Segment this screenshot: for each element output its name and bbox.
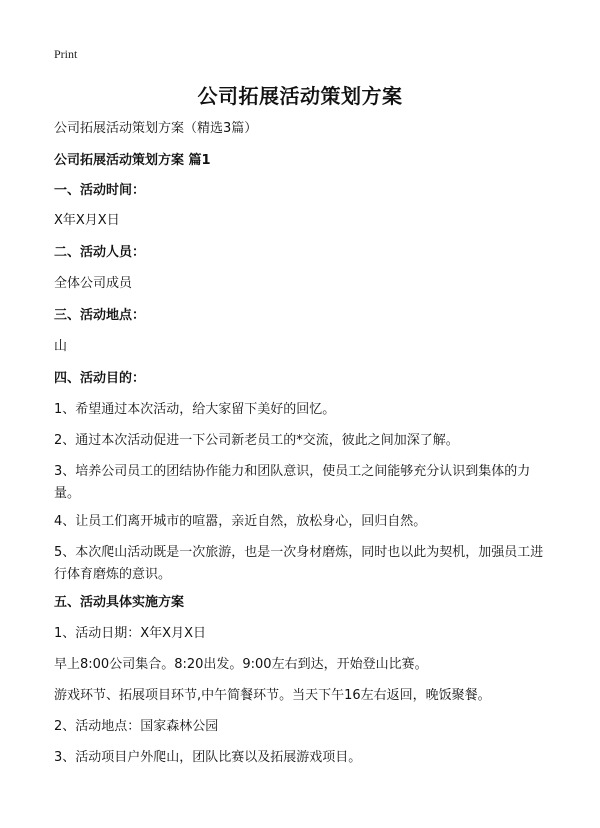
purpose-item: 3、培养公司员工的团结协作能力和团队意识，使员工之间能够充分认识到集体的力量。	[54, 464, 531, 501]
print-label: Print	[54, 47, 78, 61]
plan-item: 1、活动日期：X年X月X日	[54, 626, 206, 641]
time-value: X年X月X日	[54, 213, 120, 228]
plan-item: 2、活动地点：国家森林公园	[54, 719, 219, 734]
purpose-item: 5、本次爬山活动既是一次旅游，也是一次身材磨炼，同时也以此为契机，加强员工进行体育磨炼的意识。	[54, 545, 544, 582]
purpose-item: 2、通过本次活动促进一下公司新老员工的*交流，彼此之间加深了解。	[54, 433, 459, 448]
plan-item: 游戏环节、拓展项目环节,中午简餐环节。当天下午16左右返回，晚饭聚餐。	[54, 688, 491, 703]
plan-item: 早上8:00公司集合。8:20出发。9:00左右到达，开始登山比赛。	[54, 657, 428, 672]
document-title: 公司拓展活动策划方案	[197, 84, 403, 108]
plan-item: 3、活动项目户外爬山，团队比赛以及拓展游戏项目。	[54, 750, 362, 765]
people-heading: 二、活动人员：	[54, 245, 146, 260]
document-subtitle: 公司拓展活动策划方案（精选3篇）	[54, 121, 258, 136]
purpose-item: 1、希望通过本次活动，给大家留下美好的回忆。	[54, 402, 336, 417]
people-value: 全体公司成员	[54, 276, 133, 291]
purpose-item: 4、让员工们离开城市的喧嚣，亲近自然，放松身心，回归自然。	[54, 514, 427, 529]
plan-heading: 五、活动具体实施方案	[54, 595, 185, 610]
place-value: 山	[54, 339, 68, 354]
purpose-heading: 四、活动目的：	[54, 371, 146, 386]
section-heading: 公司拓展活动策划方案 篇1	[54, 153, 211, 168]
place-heading: 三、活动地点：	[54, 308, 146, 323]
time-heading: 一、活动时间：	[54, 183, 146, 198]
